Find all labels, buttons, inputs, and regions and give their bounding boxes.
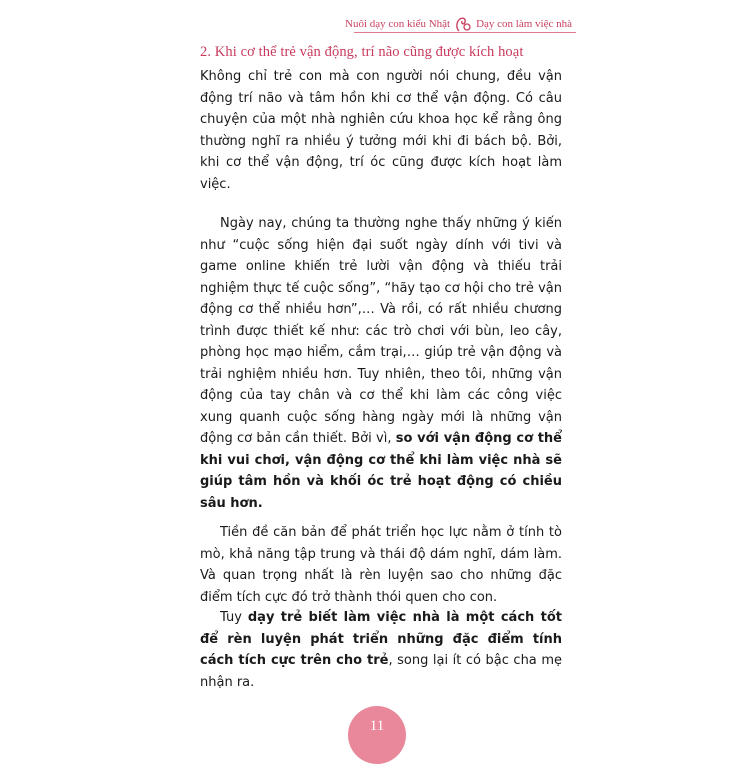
chapter-title: Dạy con làm việc nhà <box>476 18 572 30</box>
paragraph-4-end: , song lại ít có bậc cha mẹ nhận ra. <box>200 653 562 690</box>
paragraph-4 <box>200 607 562 693</box>
mother-child-logo-icon <box>454 16 472 32</box>
paragraph-4-body <box>200 607 562 693</box>
paragraph-1 <box>200 66 562 195</box>
running-header <box>345 16 572 32</box>
header-rule <box>354 32 576 33</box>
book-page <box>170 0 580 750</box>
section-heading: 2. Khi cơ thể trẻ vận động, trí não cũng được kích hoạt <box>200 44 524 60</box>
book-title: Nuôi dạy con kiểu Nhật <box>345 18 451 30</box>
paragraph-4-bold-text: dạy trẻ biết làm việc nhà là một cách tốt để rèn luyện phát triển những đặc điểm tính cách tích cực trên cho trẻ <box>200 610 562 668</box>
paragraph-1-text: Không chỉ trẻ con mà con người nói chung, đều vận động trí não và tâm hồn khi cơ thể vận động. Có câu chuyện của một nhà nghiên cứu khoa học kể rằng ông thường nghĩ ra nhiều ý tưởng mới khi đi bách bộ. Bởi, khi cơ thể vận động, trí óc cũng được kích hoạt làm việc. <box>200 69 562 192</box>
page-number-badge <box>348 706 406 764</box>
paragraph-2-text: Ngày nay, chúng ta thường nghe thấy những ý kiến như “cuộc sống hiện đại suốt ngày dính với tivi và game online khiến trẻ lười vận động và thiếu trải nghiệm thực tế cuộc sống”, “hãy tạo cơ hội cho trẻ vận động cơ thể nhiều hơn”,… Và rồi, có rất nhiều chương trình được thiết kế như: các trò chơi với bùn, leo cây, phòng học mạo hiểm, cắm trại,… giúp trẻ vận động và trải nghiệm nhiều hơn. Tuy nhiên, theo tôi, những vận động của tay chân và cơ thể khi làm các công việc xung quanh cuộc sống hàng ngày mới là những vận động cơ bản cần thiết. Bởi vì, <box>200 216 562 446</box>
paragraph-3 <box>200 522 562 608</box>
paragraph-4-start: Tuy <box>220 610 248 625</box>
paragraph-3-text: Tiền đề căn bản để phát triển học lực nằm ở tính tò mò, khả năng tập trung và thái độ dám nghĩ, dám làm. Và quan trọng nhất là rèn luyện sao cho những đặc điểm tích cực đó trở thành thói quen cho con. <box>200 525 562 605</box>
page-number: 11 <box>369 718 385 734</box>
paragraph-2-bold-text: so với vận động cơ thể khi vui chơi, vận động cơ thể khi làm việc nhà sẽ giúp tâm hồn và khối óc trẻ hoạt động có chiều sâu hơn. <box>200 431 562 511</box>
paragraph-2 <box>200 213 562 514</box>
paragraph-2-body <box>200 213 562 514</box>
